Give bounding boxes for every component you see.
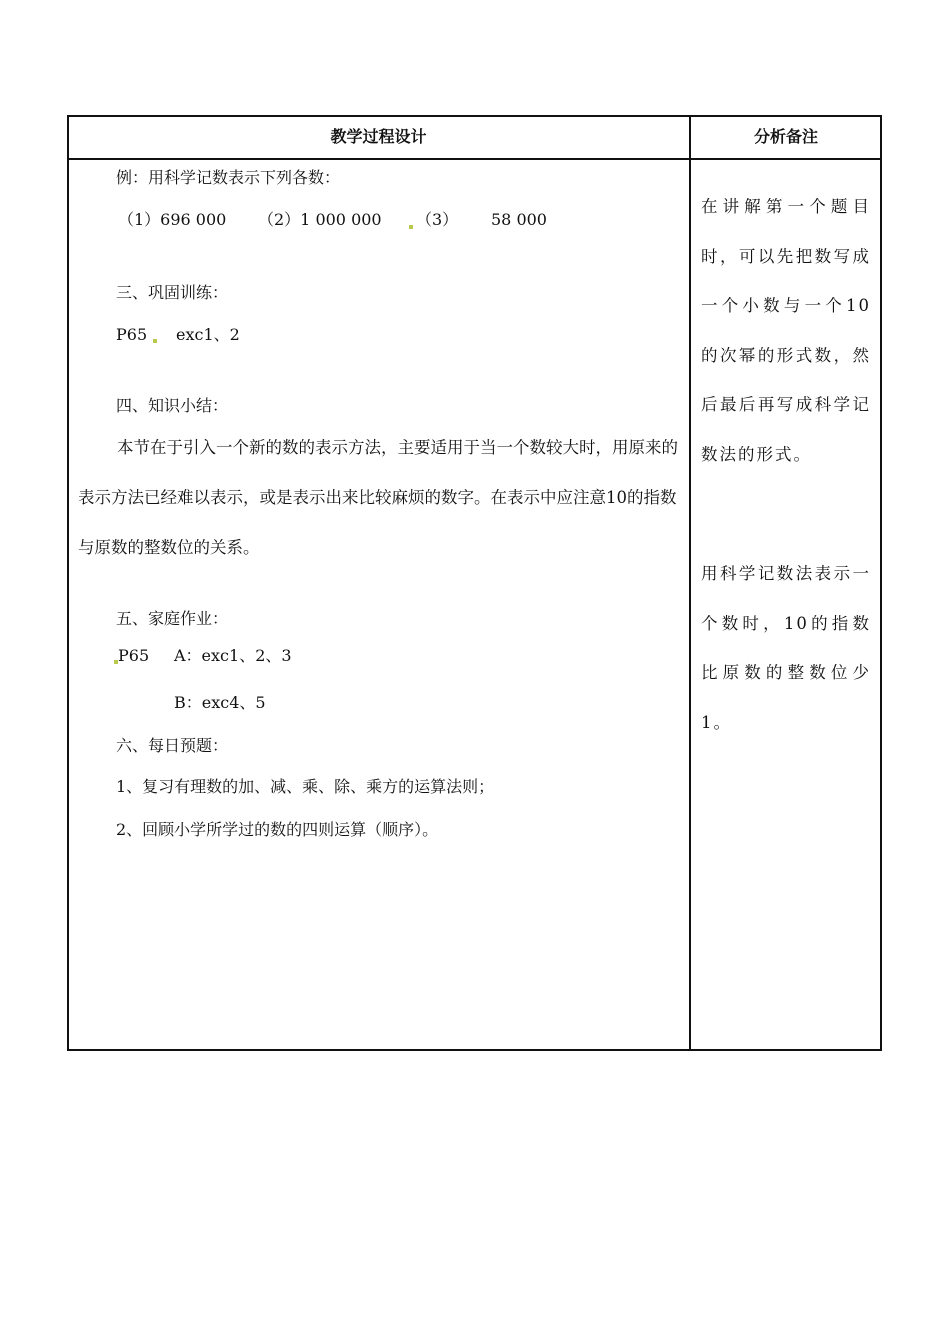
header-analysis-notes: 分析备注	[753, 127, 818, 146]
marker-dot	[153, 339, 157, 343]
example-title: 例：用科学记数表示下列各数：	[116, 168, 341, 187]
column-divider	[689, 115, 691, 1051]
section5-page: P65	[118, 646, 150, 665]
section5-b: B：exc4、5	[174, 693, 266, 712]
section3-title: 三、巩固训练：	[116, 283, 229, 302]
section5-a: A：exc1、2、3	[174, 646, 292, 665]
section3-page: P65	[116, 325, 148, 344]
example-item-4: 58 000	[491, 210, 547, 229]
analysis-note-2: 用科学记数法表示一个数时，10的指数比原数的整数位少1。	[701, 564, 871, 732]
example-item-2: （2）1 000 000	[258, 210, 382, 229]
example-item-1: （1）696 000	[118, 210, 227, 229]
example-item-3: （3）	[416, 210, 459, 229]
marker-dot	[409, 225, 413, 229]
section6-title: 六、每日预题：	[116, 736, 229, 755]
section4-body: 本节在于引入一个新的数的表示方法，主要适用于当一个数较大时，用原来的表示方法已经难以表示，或是表示出来比较麻烦的数字。在表示中应注意10的指数与原数的整数位的关系。	[78, 438, 678, 557]
header-teaching-process: 教学过程设计	[330, 127, 427, 146]
section4-title: 四、知识小结：	[116, 396, 229, 415]
section6-item-2: 2、回顾小学所学过的数的四则运算（顺序）。	[116, 820, 439, 839]
section5-title: 五、家庭作业：	[116, 609, 229, 628]
analysis-note-1: 在讲解第一个题目时，可以先把数写成一个小数与一个10的次幂的形式数，然后最后再写成科学记数法的形式。	[701, 197, 871, 464]
section3-exercise: exc1、2	[176, 325, 240, 344]
section6-item-1: 1、复习有理数的加、减、乘、除、乘方的运算法则；	[116, 777, 495, 796]
